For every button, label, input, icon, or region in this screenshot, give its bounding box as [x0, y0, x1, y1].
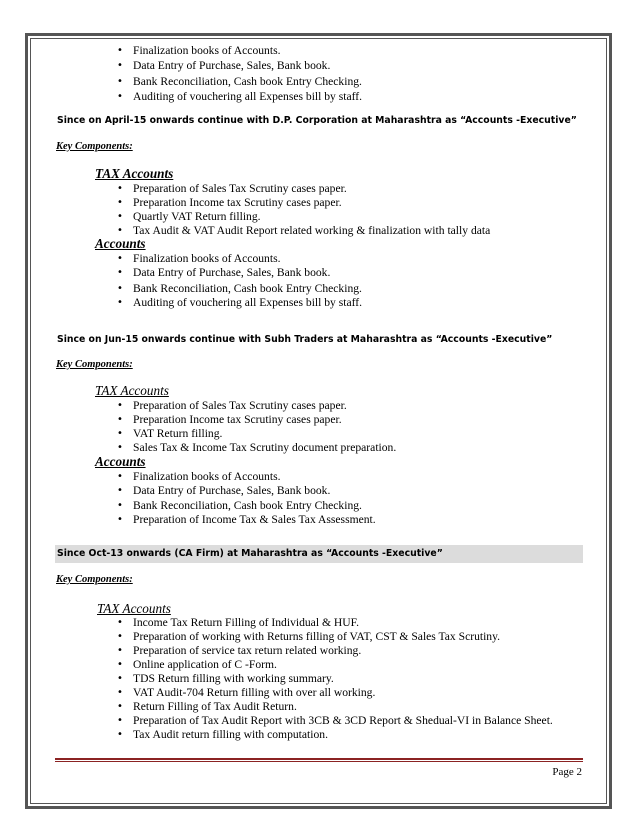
list-item: • Auditing of vouchering all Expenses bill by staff.: [133, 296, 362, 310]
list-item: • Preparation of Tax Audit Report with 3CB & 3CD Report & Shedual-VI in Balance Sheet.: [133, 714, 553, 728]
list-item: • Quartly VAT Return filling.: [133, 210, 261, 224]
footer-rule: [55, 758, 583, 760]
accounts-heading: Accounts: [95, 236, 146, 251]
list-item: • Preparation of service tax return related working.: [133, 644, 361, 658]
list-item: • Bank Reconciliation, Cash book Entry Checking.: [133, 499, 362, 513]
list-item: • Finalization books of Accounts.: [133, 44, 280, 58]
job-heading-dp-corporation: Since on April-15 onwards continue with D.P. Corporation at Maharashtra as “Accounts -Executive”: [57, 115, 577, 126]
list-item: • Data Entry of Purchase, Sales, Bank book.: [133, 59, 330, 73]
list-item: • Bank Reconciliation, Cash book Entry Checking.: [133, 75, 362, 89]
list-item: • Preparation of Sales Tax Scrutiny cases paper.: [133, 182, 347, 196]
tax-accounts-heading: TAX Accounts: [97, 601, 171, 616]
list-item: • Auditing of vouchering all Expenses bill by staff.: [133, 90, 362, 104]
list-item: • Income Tax Return Filling of Individual & HUF.: [133, 616, 359, 630]
list-item: • Preparation of Income Tax & Sales Tax Assessment.: [133, 513, 376, 527]
list-item: • TDS Return filling with working summary.: [133, 672, 334, 686]
list-item: • Online application of C -Form.: [133, 658, 277, 672]
footer-rule: [55, 761, 583, 762]
list-item: • Preparation Income tax Scrutiny cases paper.: [133, 196, 342, 210]
list-item: • VAT Return filling.: [133, 427, 222, 441]
tax-accounts-heading: TAX Accounts: [95, 166, 174, 181]
list-item: • Preparation of Sales Tax Scrutiny cases paper.: [133, 399, 347, 413]
list-item: • VAT Audit-704 Return filling with over all working.: [133, 686, 375, 700]
key-components-label: Key Components:: [56, 359, 133, 370]
job-heading-subh-traders: Since on Jun-15 onwards continue with Subh Traders at Maharashtra as “Accounts -Executive”: [57, 334, 553, 345]
list-item: • Sales Tax & Income Tax Scrutiny document preparation.: [133, 441, 396, 455]
list-item: • Finalization books of Accounts.: [133, 252, 280, 266]
list-item: • Preparation of working with Returns filling of VAT, CST & Sales Tax Scrutiny.: [133, 630, 500, 644]
list-item: • Finalization books of Accounts.: [133, 470, 280, 484]
list-item: • Data Entry of Purchase, Sales, Bank book.: [133, 266, 330, 280]
list-item: • Data Entry of Purchase, Sales, Bank book.: [133, 484, 330, 498]
list-item: • Bank Reconciliation, Cash book Entry Checking.: [133, 282, 362, 296]
key-components-label: Key Components:: [56, 141, 133, 152]
list-item: • Tax Audit return filling with computation.: [133, 728, 328, 742]
page-number: Page 2: [552, 766, 582, 778]
list-item: • Tax Audit & VAT Audit Report related working & finalization with tally data: [133, 224, 490, 238]
list-item: • Preparation Income tax Scrutiny cases paper.: [133, 413, 342, 427]
tax-accounts-heading: TAX Accounts: [95, 383, 169, 398]
accounts-heading: Accounts: [95, 454, 146, 469]
job-heading-ca-firm: Since Oct-13 onwards (CA Firm) at Maharashtra as “Accounts -Executive”: [55, 545, 583, 563]
key-components-label: Key Components:: [56, 574, 133, 585]
list-item: • Return Filling of Tax Audit Return.: [133, 700, 297, 714]
